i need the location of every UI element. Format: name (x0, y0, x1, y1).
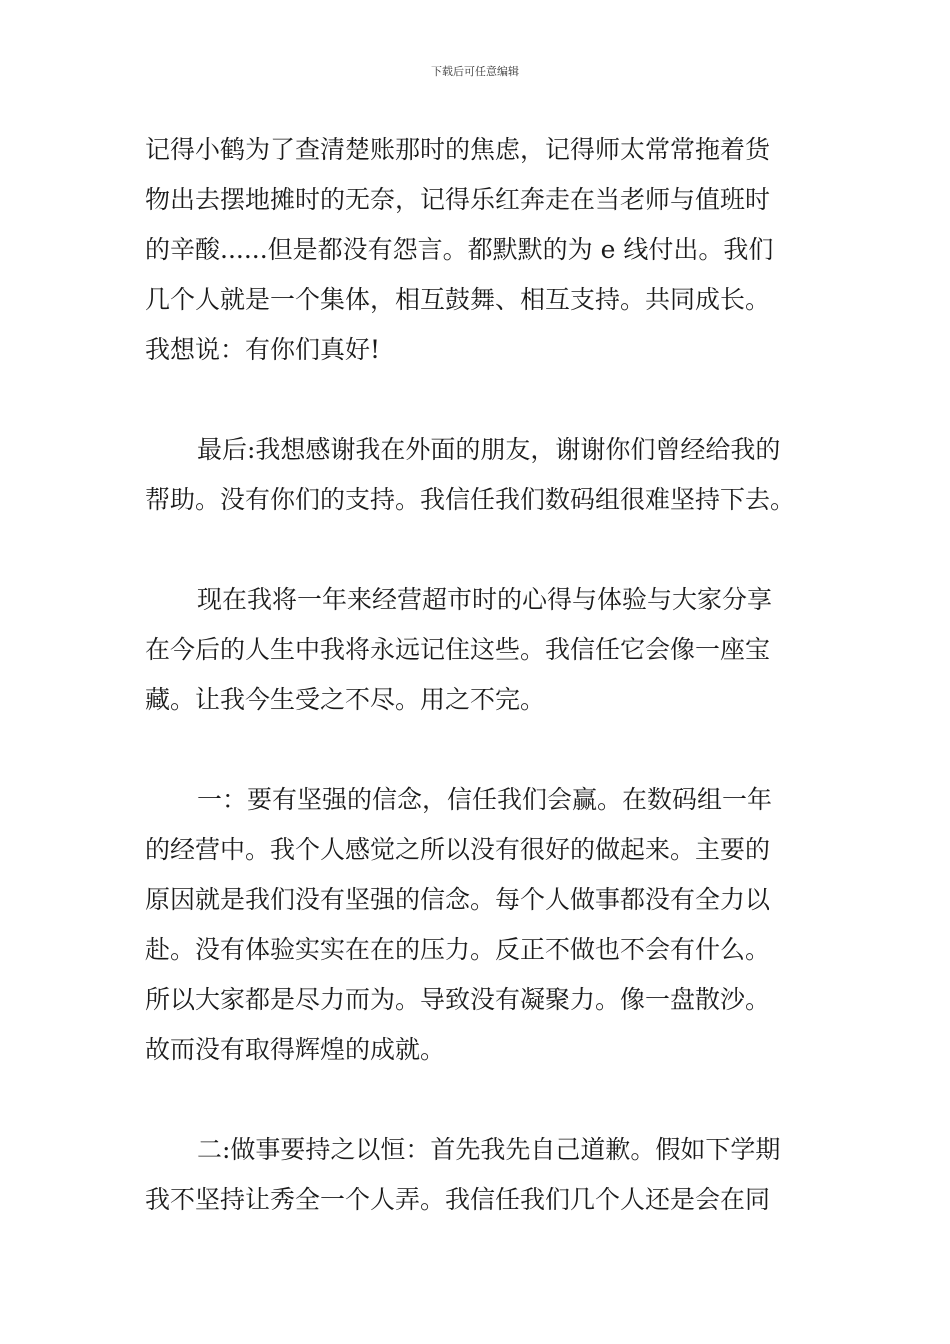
paragraph-gap (145, 375, 810, 425)
text-line: 记得小鹤为了查清楚账那时的焦虑，记得师太常常拖着货 (145, 135, 771, 164)
text-line: 物出去摆地摊时的无奈，记得乐红奔走在当老师与值班时 (145, 185, 771, 214)
paragraph-1 (145, 125, 810, 375)
text-line: 现在我将一年来经营超市时的心得与体验与大家分享 (197, 585, 773, 614)
paragraph-4 (145, 775, 810, 1075)
text-line: 我想说：有你们真好! (145, 335, 381, 364)
text-line: 一：要有坚强的信念，信任我们会赢。在数码组一年 (197, 785, 773, 814)
text-line: 我不坚持让秀全一个人弄。我信任我们几个人还是会在同 (145, 1185, 771, 1214)
text-line: 帮助。没有你们的支持。我信任我们数码组很难坚持下去。 (145, 485, 796, 514)
paragraph-gap (145, 525, 810, 575)
paragraph-3 (145, 575, 810, 725)
document-body (145, 125, 810, 1225)
paragraph-5 (145, 1125, 810, 1225)
paragraph-gap (145, 1075, 810, 1125)
page-header: 下载后可任意编辑 (431, 65, 519, 78)
text-line: 赴。没有体验实实在在的压力。反正不做也不会有什么。 (145, 935, 771, 964)
paragraph-gap (145, 725, 810, 775)
paragraph-2 (145, 425, 810, 525)
text-line: 的经营中。我个人感觉之所以没有很好的做起来。主要的 (145, 835, 771, 864)
text-line: 所以大家都是尽力而为。导致没有凝聚力。像一盘散沙。 (145, 985, 771, 1014)
text-line: 的辛酸......但是都没有怨言。都默默的为 e 线付出。我们 (145, 235, 774, 264)
text-line: 几个人就是一个集体，相互鼓舞、相互支持。共同成长。 (145, 285, 771, 314)
text-line: 原因就是我们没有坚强的信念。每个人做事都没有全力以 (145, 885, 771, 914)
text-line: 最后:我想感谢我在外面的朋友，谢谢你们曾经给我的 (197, 435, 781, 464)
text-line: 在今后的人生中我将永远记住这些。我信任它会像一座宝 (145, 635, 771, 664)
text-line: 藏。让我今生受之不尽。用之不完。 (145, 685, 546, 714)
text-line: 故而没有取得辉煌的成就。 (145, 1035, 446, 1064)
text-line: 二:做事要持之以恒：首先我先自己道歉。假如下学期 (197, 1135, 781, 1164)
